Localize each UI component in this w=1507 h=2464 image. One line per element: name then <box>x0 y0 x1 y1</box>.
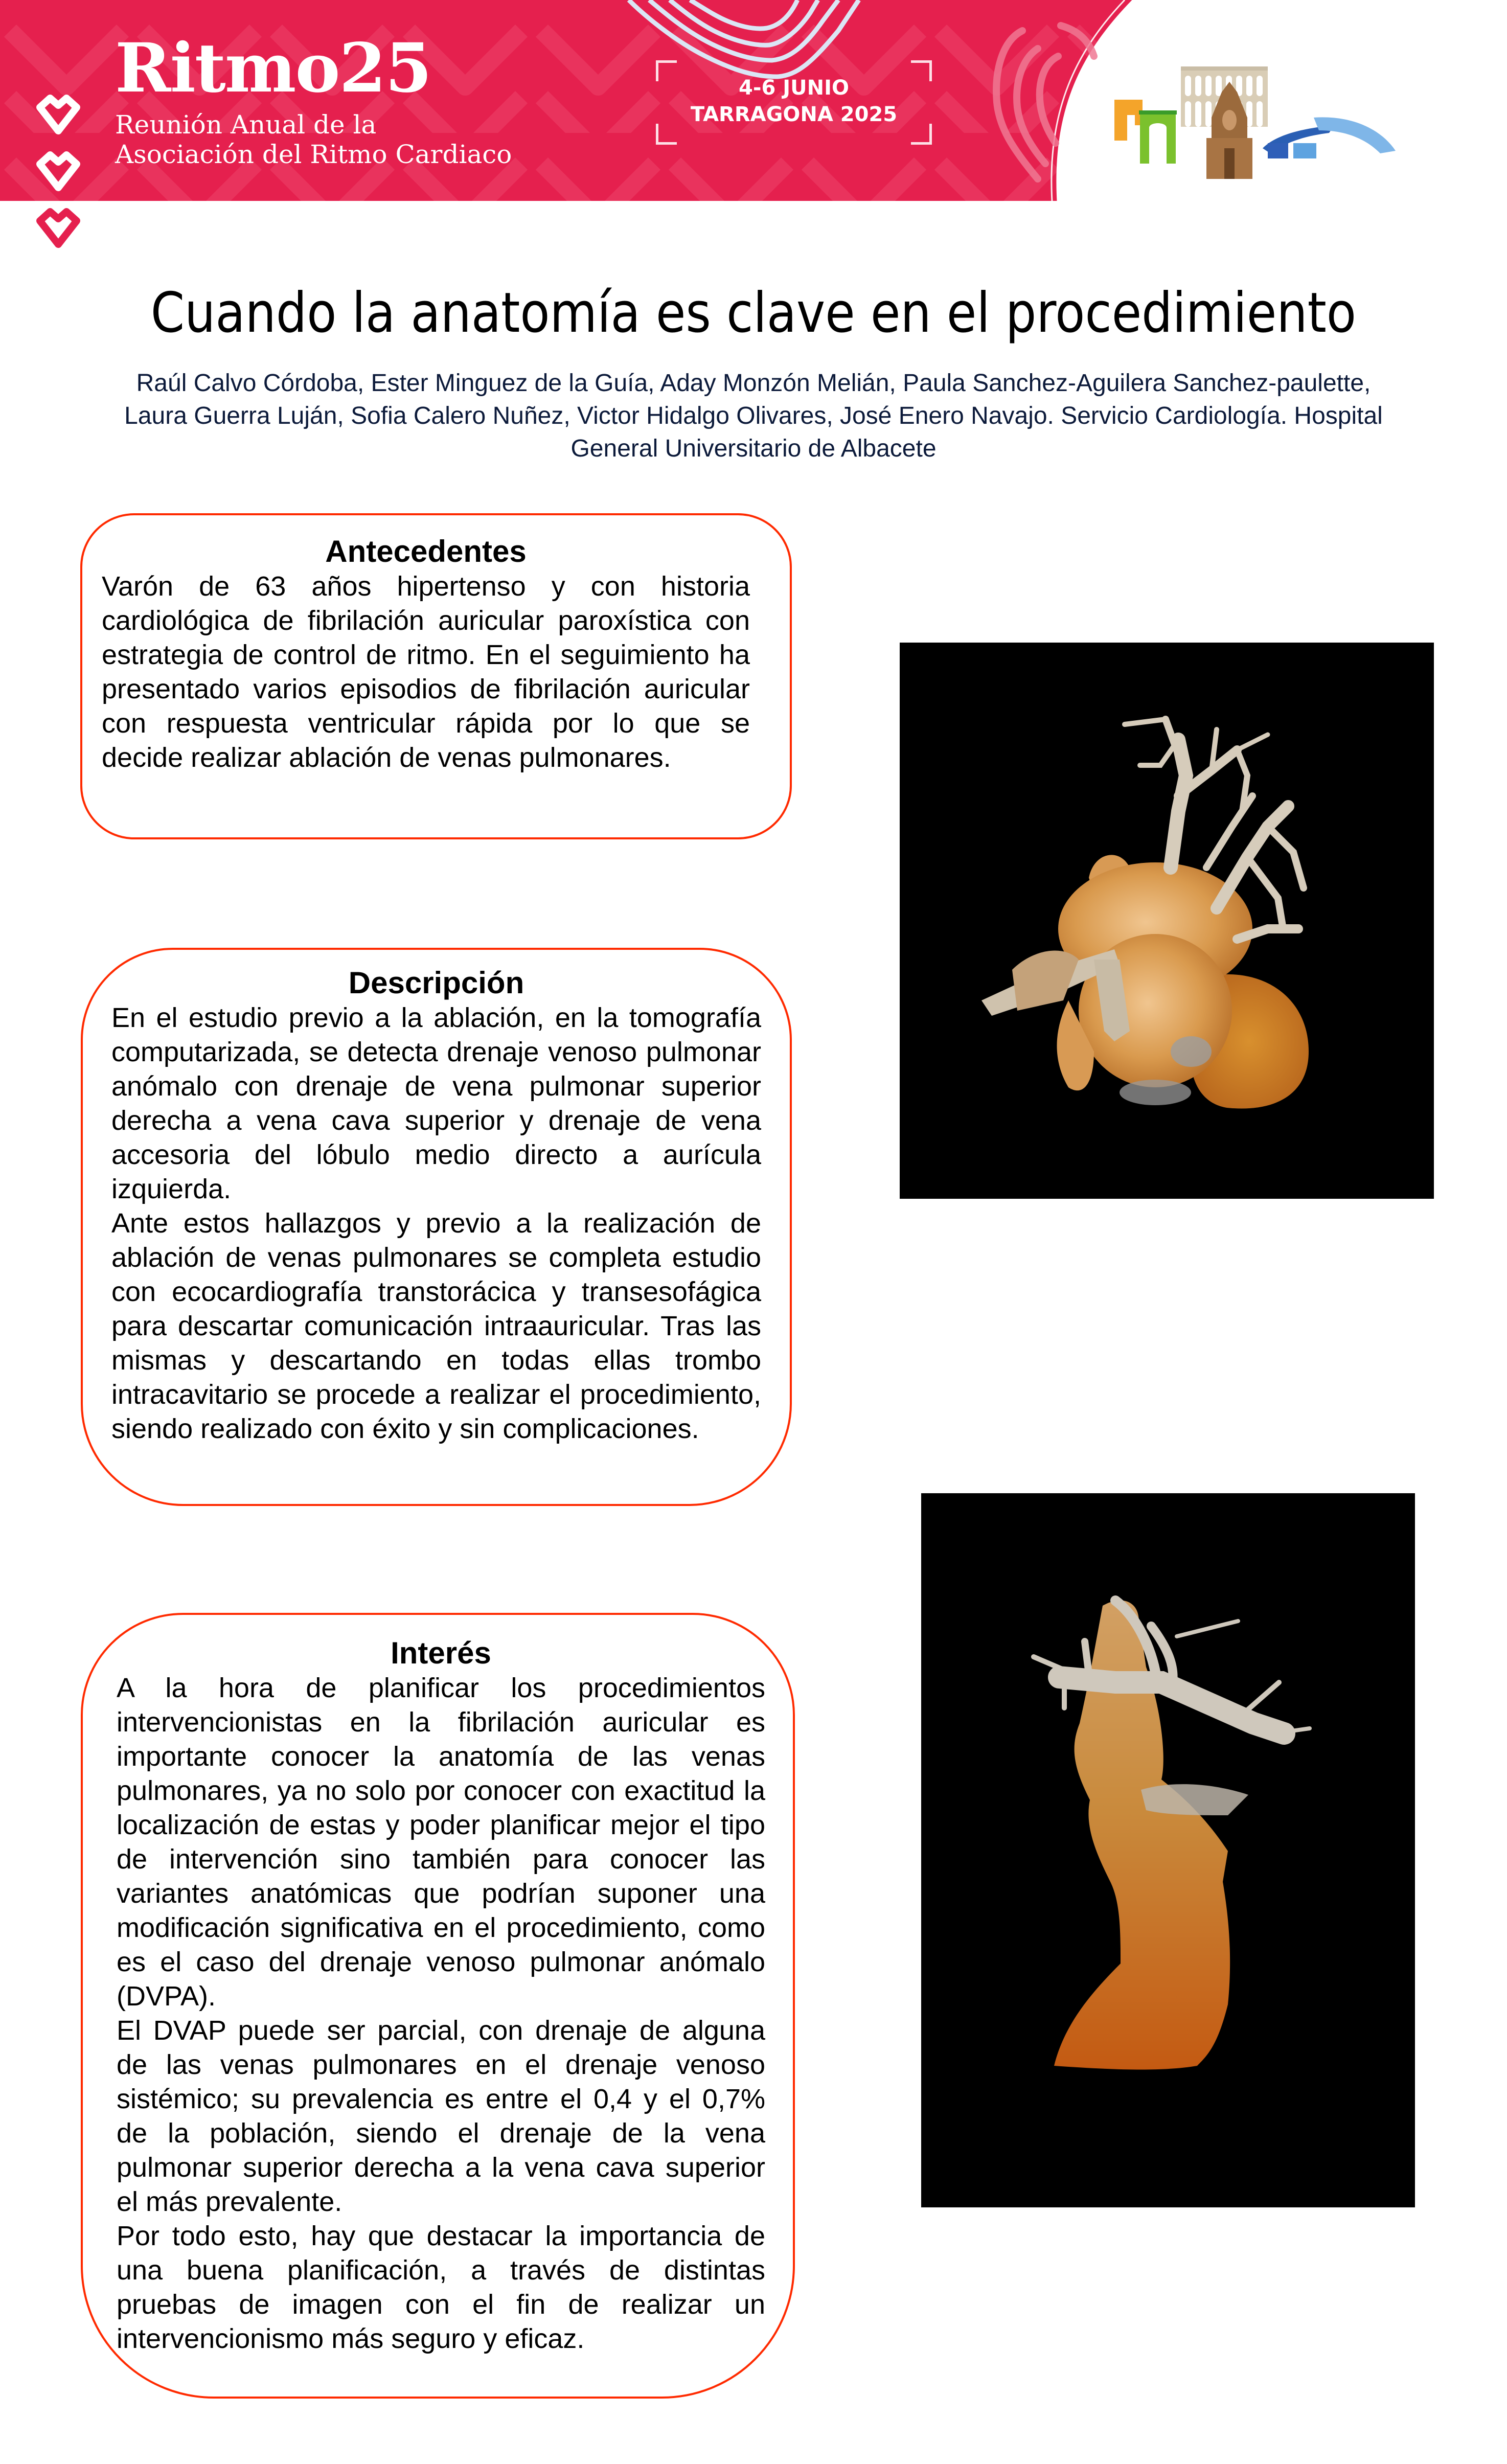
heart-icon <box>35 93 82 137</box>
brand-logo-title: Ritmo25 <box>115 29 431 108</box>
section-heading: Antecedentes <box>325 534 527 568</box>
tarragona-monuments-icon <box>1094 61 1493 184</box>
ct-vena-cava-rendering <box>921 1493 1415 2207</box>
section-heading: Interés <box>391 1636 491 1670</box>
section-antecedentes <box>80 513 792 839</box>
brand-subtitle-line2: Asociación del Ritmo Cardiaco <box>115 140 512 169</box>
frame-corner-icon <box>656 60 677 81</box>
frame-corner-icon <box>656 124 677 145</box>
brand-subtitle-line1: Reunión Anual de la <box>115 110 377 140</box>
heart-icon <box>35 150 82 194</box>
ct-heart-rendering <box>900 643 1434 1199</box>
event-dates: 4-6 JUNIO <box>739 76 849 100</box>
section-paragraph: Varón de 63 años hipertenso y con historia cardiológica de fibrilación auricular paroxística con estrategia de control de ritmo. En el seguimiento ha presentado varios episodios de fibrilación auricular con respuesta ventricular rápida por lo que se decide realizar ablación de venas pulmonares. <box>102 571 750 773</box>
ct-3d-heart-image <box>900 643 1434 1199</box>
heart-icon <box>35 207 82 250</box>
brand-subtitle <box>115 110 652 169</box>
section-interes <box>81 1613 795 2399</box>
section-heading: Descripción <box>348 966 524 1000</box>
poster-title: Cuando la anatomía es clave en el procedimiento <box>150 281 1357 345</box>
frame-corner-icon <box>911 60 932 81</box>
section-paragraph: Ante estos hallazgos y previo a la realización de ablación de venas pulmonares se completa estudio con ecocardiografía transtorácica y transesofágica para descartar comunicación intraauricular. Tras las mismas y descartando en todas ellas trombo intracavitario se procede a realizar el procedimiento, siendo realizado con éxito y sin complicaciones. <box>111 1208 761 1444</box>
section-paragraph: El DVAP puede ser parcial, con drenaje de alguna de las venas pulmonares en el drenaje venoso sistémico; su prevalencia es entre el 0,4 y el 0,7% de la población, siendo el drenaje de la vena pulmonar superior derecha a la vena cava superior el más prevalente. <box>117 2015 765 2217</box>
event-info <box>656 60 932 145</box>
event-place: TARRAGONA 2025 <box>690 103 898 126</box>
ct-3d-vena-cava-image <box>921 1493 1415 2207</box>
section-paragraph: Por todo esto, hay que destacar la importancia de una buena planificación, a través de distintas pruebas de imagen con el fin de realizar un intervencionismo más seguro y eficaz. <box>117 2221 765 2354</box>
authors-affiliation: Raúl Calvo Córdoba, Ester Minguez de la Guía, Aday Monzón Melián, Paula Sanchez-Aguilera Sanchez-paulette, Laura Guerra Luján, Sofia Calero Nuñez, Victor Hidalgo Olivares, José Enero Navajo. Servicio Cardiología. Hospital General Universitario de Albacete <box>124 370 1383 462</box>
poster-title-container <box>0 280 1507 347</box>
section-paragraph: En el estudio previo a la ablación, en la tomografía computarizada, se detecta drenaje venoso pulmonar anómalo con drenaje de vena pulmonar superior derecha a vena cava superior y drenaje de vena accesoria del lóbulo medio directo a aurícula izquierda. <box>111 1002 761 1204</box>
frame-corner-icon <box>911 124 932 145</box>
section-paragraph: A la hora de planificar los procedimientos intervencionistas en la fibrilación auricular es importante conocer la anatomía de las venas pulmonares, ya no solo por conocer con exactitud la localización de estas y poder planificar mejor el tipo de intervención sino también para conocer las variantes anatómicas que podrían suponer una modificación significativa en el procedimiento, como es el caso del drenaje venoso pulmonar anómalo (DVPA). <box>117 1673 765 2012</box>
header-banner <box>0 0 1507 204</box>
section-descripcion <box>81 948 792 1506</box>
